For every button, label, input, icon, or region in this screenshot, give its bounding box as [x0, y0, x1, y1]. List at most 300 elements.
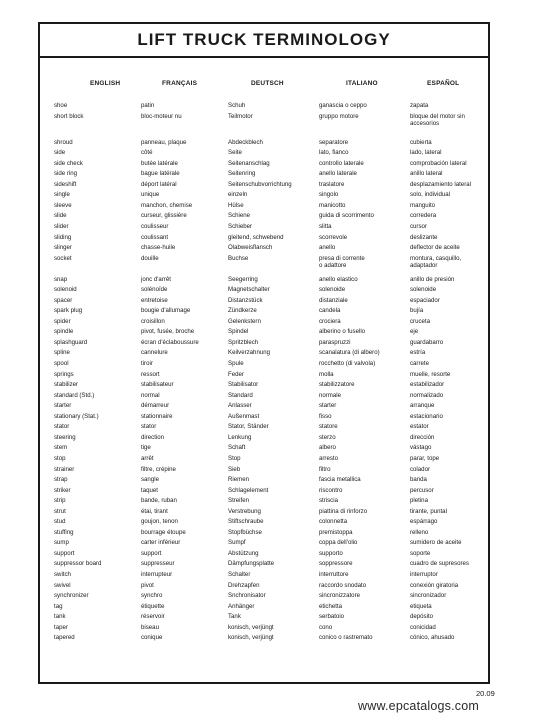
- term-deutsch: Schaft: [228, 444, 246, 452]
- term-english: slinger: [54, 244, 72, 252]
- term-francais: déport latéral: [141, 180, 177, 188]
- header-english: ENGLISH: [90, 80, 121, 87]
- term-francais: coulissant: [141, 233, 169, 241]
- term-deutsch: gleitend, schwebend: [228, 233, 284, 241]
- term-english: spark plug: [54, 307, 83, 315]
- term-espanol: muelle, resorte: [410, 370, 451, 378]
- term-italiano: anello: [319, 244, 336, 252]
- term-espanol: bloque del motor sin accesorios: [410, 112, 465, 127]
- term-english: strainer: [54, 465, 75, 473]
- term-francais: douille: [141, 254, 159, 262]
- term-row: [40, 413, 488, 424]
- term-francais: solénoïde: [141, 286, 168, 294]
- term-espanol: colador: [410, 465, 430, 473]
- term-row: [40, 466, 488, 477]
- term-english: spacer: [54, 296, 73, 304]
- term-row: [40, 476, 488, 487]
- term-espanol: comprobación lateral: [410, 159, 467, 167]
- term-row: [40, 212, 488, 223]
- term-deutsch: Verstrebung: [228, 507, 261, 515]
- term-row: [40, 307, 488, 318]
- term-row: [40, 497, 488, 508]
- term-italiano: separatore: [319, 138, 349, 146]
- term-francais: sangle: [141, 476, 159, 484]
- term-english: strut: [54, 507, 66, 515]
- term-english: stud: [54, 518, 66, 526]
- term-deutsch: konisch, verjüngt: [228, 634, 274, 642]
- term-english: splashguard: [54, 338, 88, 346]
- term-espanol: tirante, puntal: [410, 507, 447, 515]
- term-row: [40, 286, 488, 297]
- term-espanol: estator: [410, 423, 429, 431]
- term-row: [40, 223, 488, 234]
- term-italiano: fascia metallica: [319, 476, 361, 484]
- term-deutsch: Distanzstück: [228, 296, 263, 304]
- term-italiano: soppressore: [319, 560, 353, 568]
- term-italiano: distanziale: [319, 296, 348, 304]
- term-english: strap: [54, 476, 68, 484]
- term-row: [40, 455, 488, 466]
- term-espanol: pletina: [410, 497, 428, 505]
- term-italiano: sterzo: [319, 433, 336, 441]
- term-espanol: espaciador: [410, 296, 440, 304]
- term-row: [40, 582, 488, 593]
- term-espanol: cuadro de supresores: [410, 560, 469, 568]
- term-espanol: arranque: [410, 402, 435, 410]
- term-deutsch: Streifen: [228, 497, 250, 505]
- term-francais: pivot, fusée, broche: [141, 328, 195, 336]
- term-francais: coulisseur: [141, 222, 169, 230]
- term-deutsch: Stabilisator: [228, 381, 259, 389]
- term-row: [40, 518, 488, 529]
- term-francais: ressort: [141, 370, 160, 378]
- term-english: sliding: [54, 233, 72, 241]
- term-row: [40, 328, 488, 339]
- term-espanol: solenoide: [410, 286, 437, 294]
- term-row: [40, 624, 488, 635]
- term-deutsch: Schieber: [228, 222, 253, 230]
- term-espanol: guardabarro: [410, 338, 444, 346]
- term-italiano: interruttore: [319, 571, 349, 578]
- term-english: tapered: [54, 634, 75, 642]
- term-espanol: eje: [410, 328, 419, 336]
- term-deutsch: Schlagelement: [228, 486, 269, 494]
- term-italiano: anello elastico: [319, 275, 358, 283]
- term-row: [40, 381, 488, 392]
- term-espanol: cursor: [410, 222, 427, 230]
- term-francais: stator: [141, 423, 157, 431]
- term-english: shoe: [54, 102, 68, 109]
- term-row: [40, 160, 488, 171]
- term-italiano: conico o rastremato: [319, 634, 373, 642]
- term-francais: réservoir: [141, 613, 165, 621]
- term-row: [40, 392, 488, 403]
- term-row: [40, 191, 488, 202]
- term-row: [40, 539, 488, 550]
- term-italiano: colonnetta: [319, 518, 348, 526]
- term-espanol: banda: [410, 476, 427, 484]
- term-deutsch: Außenmast: [228, 412, 260, 420]
- term-espanol: estacionario: [410, 412, 443, 420]
- term-francais: bourrage étoupe: [141, 528, 186, 536]
- term-english: spindle: [54, 328, 74, 336]
- term-italiano: traslatore: [319, 180, 345, 188]
- term-francais: filtre, crépine: [141, 465, 176, 473]
- term-deutsch: Anhänger: [228, 602, 255, 610]
- term-francais: patin: [141, 102, 155, 109]
- term-espanol: anillo de presión: [410, 275, 455, 283]
- term-row: [40, 529, 488, 540]
- term-espanol: cónico, ahusado: [410, 634, 455, 642]
- term-deutsch: Keilverzahnung: [228, 349, 271, 357]
- term-francais: bande, ruban: [141, 497, 177, 505]
- term-deutsch: Schalter: [228, 571, 251, 578]
- term-deutsch: Feder: [228, 370, 244, 378]
- term-espanol: deflector de aceite: [410, 244, 460, 252]
- term-espanol: conicidad: [410, 623, 436, 631]
- term-english: snap: [54, 275, 68, 283]
- term-deutsch: Abstützung: [228, 549, 259, 557]
- term-espanol: carrete: [410, 360, 429, 367]
- term-row: [40, 113, 488, 129]
- term-francais: manchon, chemise: [141, 201, 193, 209]
- term-francais: étiquette: [141, 602, 165, 610]
- term-francais: normal: [141, 391, 160, 399]
- term-francais: démarreur: [141, 402, 170, 410]
- term-row: [40, 297, 488, 308]
- term-italiano: albero: [319, 444, 336, 452]
- term-espanol: sincronizador: [410, 592, 447, 600]
- term-english: spline: [54, 349, 70, 357]
- term-francais: croisillon: [141, 317, 165, 325]
- term-deutsch: Sumpf: [228, 539, 246, 547]
- term-italiano: sincronizzatore: [319, 592, 360, 600]
- term-english: tank: [54, 613, 66, 621]
- term-deutsch: Buchse: [228, 254, 249, 262]
- term-francais: jonc d'arrêt: [141, 275, 171, 283]
- term-deutsch: Riemen: [228, 476, 249, 484]
- term-deutsch: Seitenanschlag: [228, 159, 270, 167]
- term-espanol: espárrago: [410, 518, 438, 526]
- term-italiano: stabilizzatore: [319, 381, 355, 389]
- term-english: stop: [54, 454, 66, 462]
- term-italiano: filtro: [319, 465, 331, 473]
- term-row: [40, 634, 488, 645]
- term-english: stabilizer: [54, 381, 79, 389]
- term-italiano: scorrevole: [319, 233, 348, 241]
- term-row: [40, 234, 488, 245]
- term-italiano: riscontro: [319, 486, 343, 494]
- term-italiano: raccordo snodato: [319, 581, 367, 589]
- term-francais: butée latérale: [141, 159, 178, 167]
- term-row: [40, 339, 488, 350]
- term-english: synchronizer: [54, 592, 89, 600]
- term-espanol: estabilizador: [410, 381, 445, 389]
- term-italiano: rocchetto (di valvola): [319, 360, 376, 367]
- term-deutsch: Stop: [228, 454, 241, 462]
- term-italiano: manicotto: [319, 201, 346, 209]
- term-italiano: lato, fianco: [319, 149, 349, 157]
- term-italiano: guida di scorrimento: [319, 212, 374, 220]
- term-francais: suppresseur: [141, 560, 175, 568]
- term-espanol: desplazamiento lateral: [410, 180, 471, 188]
- term-deutsch: Zündkerze: [228, 307, 257, 315]
- term-francais: stabilisateur: [141, 381, 174, 389]
- term-deutsch: Anlasser: [228, 402, 252, 410]
- term-row: [40, 603, 488, 614]
- term-espanol: normalizado: [410, 391, 444, 399]
- term-english: sleeve: [54, 201, 72, 209]
- term-row: [40, 202, 488, 213]
- term-row: [40, 139, 488, 150]
- term-italiano: arresto: [319, 454, 338, 462]
- term-deutsch: Drehzapfen: [228, 581, 260, 589]
- term-italiano: striscia: [319, 497, 338, 505]
- term-row: [40, 402, 488, 413]
- term-italiano: starter: [319, 402, 337, 410]
- term-espanol: lado, lateral: [410, 149, 442, 157]
- term-francais: chasse-huile: [141, 244, 176, 252]
- term-italiano: premistoppa: [319, 528, 353, 536]
- term-italiano: singolo: [319, 191, 339, 199]
- term-espanol: anillo lateral: [410, 170, 443, 178]
- term-italiano: fisso: [319, 412, 332, 420]
- term-deutsch: Seegerring: [228, 275, 258, 283]
- term-francais: bougie d'allumage: [141, 307, 191, 315]
- term-english: slider: [54, 222, 69, 230]
- term-italiano: slitta: [319, 222, 332, 230]
- term-deutsch: Schuh: [228, 102, 246, 109]
- term-english: spool: [54, 360, 69, 367]
- header-deutsch: DEUTSCH: [251, 80, 284, 87]
- term-english: sump: [54, 539, 69, 547]
- term-francais: tiroir: [141, 360, 153, 367]
- term-espanol: cruceta: [410, 317, 430, 325]
- term-row: [40, 508, 488, 519]
- term-deutsch: Lenkung: [228, 433, 252, 441]
- term-deutsch: Schiene: [228, 212, 251, 220]
- term-francais: synchro: [141, 592, 163, 600]
- term-row: [40, 244, 488, 255]
- term-francais: arrêt: [141, 454, 154, 462]
- page-number: 20.09: [476, 689, 495, 698]
- term-deutsch: Stopfbüchse: [228, 528, 262, 536]
- term-row: [40, 613, 488, 624]
- term-english: standard (Std.): [54, 391, 95, 399]
- term-english: spider: [54, 317, 71, 325]
- term-espanol: percusor: [410, 486, 434, 494]
- term-italiano: ganascia o ceppo: [319, 102, 367, 109]
- term-deutsch: einzeln: [228, 191, 248, 199]
- term-english: shroud: [54, 138, 73, 146]
- term-italiano: molla: [319, 370, 334, 378]
- term-row: [40, 571, 488, 582]
- header-espanol: ESPAÑOL: [427, 80, 460, 87]
- term-english: strip: [54, 497, 66, 505]
- term-english: side ring: [54, 170, 78, 178]
- term-italiano: statore: [319, 423, 338, 431]
- term-francais: direction: [141, 433, 165, 441]
- term-francais: goujon, tenon: [141, 518, 178, 526]
- term-italiano: presa di corrente o adattore: [319, 254, 365, 269]
- term-english: support: [54, 549, 75, 557]
- term-francais: conique: [141, 634, 163, 642]
- term-espanol: bujía: [410, 307, 424, 315]
- term-deutsch: Snchronisator: [228, 592, 266, 600]
- term-deutsch: Stiftschraube: [228, 518, 264, 526]
- term-italiano: candela: [319, 307, 341, 315]
- term-deutsch: konisch, verjüngt: [228, 623, 274, 631]
- term-deutsch: Magnetschalter: [228, 286, 270, 294]
- term-english: single: [54, 191, 70, 199]
- term-deutsch: Standard: [228, 391, 253, 399]
- term-deutsch: Teilmotor: [228, 112, 253, 120]
- header-francais: FRANÇAIS: [162, 80, 198, 87]
- term-english: striker: [54, 486, 71, 494]
- term-francais: interrupteur: [141, 571, 173, 578]
- term-italiano: scanalatura (di albero): [319, 349, 380, 357]
- term-espanol: dirección: [410, 433, 435, 441]
- term-francais: étai, tirant: [141, 507, 168, 515]
- term-francais: entretoise: [141, 296, 168, 304]
- term-espanol: relleno: [410, 528, 429, 536]
- term-row: [40, 592, 488, 603]
- term-espanol: parar, tope: [410, 454, 440, 462]
- term-espanol: etiqueta: [410, 602, 432, 610]
- term-italiano: cono: [319, 623, 333, 631]
- term-row: [40, 360, 488, 371]
- term-row: [40, 550, 488, 561]
- term-row: [40, 102, 488, 113]
- term-italiano: etichetta: [319, 602, 343, 610]
- term-row: [40, 181, 488, 192]
- term-english: short block: [54, 112, 84, 120]
- term-francais: carter inférieur: [141, 539, 181, 547]
- header-italiano: ITALIANO: [346, 80, 378, 87]
- term-espanol: estría: [410, 349, 426, 357]
- term-english: stuffing: [54, 528, 74, 536]
- term-deutsch: Spindel: [228, 328, 249, 336]
- term-francais: pivot: [141, 581, 154, 589]
- term-row: [40, 371, 488, 382]
- term-italiano: gruppo motore: [319, 112, 359, 120]
- term-deutsch: Gelenkstern: [228, 317, 261, 325]
- term-english: solenoid: [54, 286, 77, 294]
- term-row: [40, 170, 488, 181]
- term-english: taper: [54, 623, 68, 631]
- term-espanol: montura, casquillo, adaptador: [410, 254, 462, 269]
- term-italiano: coppa dell'olio: [319, 539, 358, 547]
- term-row: [40, 444, 488, 455]
- term-italiano: serbatoio: [319, 613, 345, 621]
- term-deutsch: Seite: [228, 149, 242, 157]
- term-row: [40, 434, 488, 445]
- term-italiano: supporto: [319, 549, 343, 557]
- term-italiano: crociera: [319, 317, 341, 325]
- term-english: suppressor board: [54, 560, 102, 568]
- term-deutsch: Seitenring: [228, 170, 256, 178]
- term-english: starter: [54, 402, 72, 410]
- term-english: springs: [54, 370, 74, 378]
- term-espanol: interruptor: [410, 571, 438, 578]
- term-english: side: [54, 149, 66, 157]
- term-francais: cannelure: [141, 349, 168, 357]
- term-francais: stationnaire: [141, 412, 173, 420]
- term-italiano: paraspruzzi: [319, 338, 351, 346]
- term-francais: unique: [141, 191, 160, 199]
- term-english: swivel: [54, 581, 71, 589]
- term-espanol: conexión giratoria: [410, 581, 459, 589]
- term-row: [40, 349, 488, 360]
- term-francais: tige: [141, 444, 151, 452]
- term-italiano: piattina di rinforzo: [319, 507, 368, 515]
- term-deutsch: Hülse: [228, 201, 244, 209]
- term-english: tag: [54, 602, 63, 610]
- term-espanol: corredera: [410, 212, 437, 220]
- page-title: LIFT TRUCK TERMINOLOGY: [137, 30, 391, 49]
- term-francais: écran d'éclaboussure: [141, 338, 199, 346]
- term-english: stator: [54, 423, 70, 431]
- term-francais: côté: [141, 149, 153, 157]
- term-espanol: sumidero de aceite: [410, 539, 462, 547]
- term-deutsch: Dämpfungsplatte: [228, 560, 275, 568]
- column-headers: [40, 80, 488, 92]
- term-espanol: cubierta: [410, 138, 432, 146]
- term-english: socket: [54, 254, 72, 262]
- term-italiano: normale: [319, 391, 342, 399]
- term-espanol: depósito: [410, 613, 434, 621]
- term-english: side check: [54, 159, 83, 167]
- term-deutsch: Spritzblech: [228, 338, 259, 346]
- term-row: [40, 318, 488, 329]
- term-row: [40, 560, 488, 571]
- term-deutsch: Seitenschubvorrichtung: [228, 180, 292, 188]
- title-divider: [40, 56, 488, 58]
- term-english: stationary (Stat.): [54, 412, 99, 420]
- term-francais: curseur, glissière: [141, 212, 187, 220]
- term-francais: bloc-moteur nu: [141, 112, 182, 120]
- term-row: [40, 487, 488, 498]
- term-italiano: alberino o fusello: [319, 328, 366, 336]
- term-espanol: zapata: [410, 102, 429, 109]
- term-row: [40, 276, 488, 287]
- terminology-page: [38, 22, 495, 698]
- term-francais: panneau, plaque: [141, 138, 187, 146]
- term-english: steering: [54, 433, 76, 441]
- term-espanol: vástago: [410, 444, 432, 452]
- watermark-url[interactable]: www.epcatalogs.com: [358, 699, 480, 713]
- term-deutsch: Spule: [228, 360, 244, 367]
- term-deutsch: Abdeckblech: [228, 138, 263, 146]
- term-espanol: soporte: [410, 549, 431, 557]
- term-deutsch: Tank: [228, 613, 241, 621]
- term-deutsch: Sieb: [228, 465, 241, 473]
- term-english: stem: [54, 444, 68, 452]
- term-italiano: solenoide: [319, 286, 346, 294]
- term-english: sideshift: [54, 180, 77, 188]
- term-espanol: manguito: [410, 201, 436, 209]
- term-english: switch: [54, 571, 71, 578]
- term-francais: bague latérale: [141, 170, 180, 178]
- term-francais: biseau: [141, 623, 159, 631]
- term-deutsch: Stator, Ständer: [228, 423, 269, 431]
- term-italiano: anello laterale: [319, 170, 357, 178]
- term-francais: support: [141, 549, 162, 557]
- term-english: slide: [54, 212, 67, 220]
- term-espanol: solo, individual: [410, 191, 450, 199]
- term-row: [40, 423, 488, 434]
- term-francais: taquet: [141, 486, 158, 494]
